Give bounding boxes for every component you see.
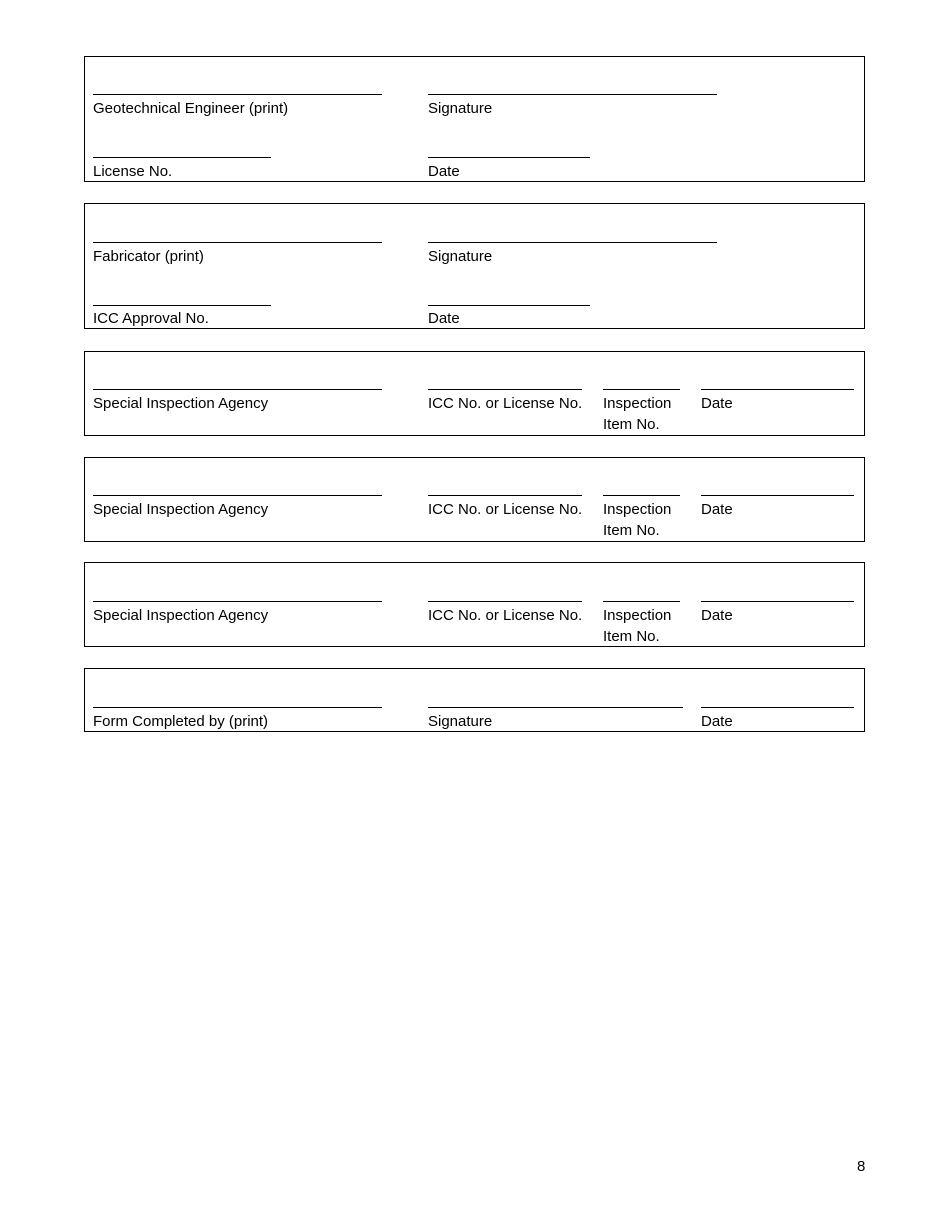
fabricator-name-label: Fabricator (print) bbox=[93, 248, 204, 265]
geotech-date-line[interactable] bbox=[428, 157, 590, 158]
geotech-name-line[interactable] bbox=[93, 94, 382, 95]
fabricator-date-label: Date bbox=[428, 310, 460, 327]
agency-3-name-label: Special Inspection Agency bbox=[93, 607, 269, 624]
completed-by-date-line[interactable] bbox=[701, 707, 854, 708]
fabricator-name-line[interactable] bbox=[93, 242, 382, 243]
geotech-signature-block bbox=[84, 56, 865, 182]
agency-1-icc-line[interactable] bbox=[428, 389, 582, 390]
agency-2-date-label: Date bbox=[701, 501, 733, 518]
fabricator-signature-label: Signature bbox=[428, 248, 493, 265]
page-number: 8 bbox=[857, 1158, 866, 1175]
agency-3-name-line[interactable] bbox=[93, 601, 382, 602]
completed-by-name-label: Form Completed by (print) bbox=[93, 713, 269, 730]
agency-2-item-label: Inspection Item No. bbox=[603, 501, 672, 539]
geotech-signature-label: Signature bbox=[428, 100, 493, 117]
completed-by-name-line[interactable] bbox=[93, 707, 382, 708]
completed-by-date-label: Date bbox=[701, 713, 733, 730]
agency-1-date-line[interactable] bbox=[701, 389, 854, 390]
completed-by-signature-label: Signature bbox=[428, 713, 493, 730]
geotech-license-line[interactable] bbox=[93, 157, 271, 158]
agency-1-name-line[interactable] bbox=[93, 389, 382, 390]
agency-1-name-label: Special Inspection Agency bbox=[93, 395, 269, 412]
agency-3-date-label: Date bbox=[701, 607, 733, 624]
agency-2-item-line[interactable] bbox=[603, 495, 680, 496]
geotech-name-label: Geotechnical Engineer (print) bbox=[93, 100, 289, 117]
agency-2-name-label: Special Inspection Agency bbox=[93, 501, 269, 518]
agency-2-name-line[interactable] bbox=[93, 495, 382, 496]
agency-1-item-line[interactable] bbox=[603, 389, 680, 390]
geotech-license-label: License No. bbox=[93, 163, 173, 180]
agency-3-icc-line[interactable] bbox=[428, 601, 582, 602]
fabricator-date-line[interactable] bbox=[428, 305, 590, 306]
agency-2-icc-label: ICC No. or License No. bbox=[428, 501, 583, 518]
fabricator-approval-label: ICC Approval No. bbox=[93, 310, 209, 327]
geotech-date-label: Date bbox=[428, 163, 460, 180]
agency-1-item-label: Inspection Item No. bbox=[603, 395, 672, 433]
agency-3-item-line[interactable] bbox=[603, 601, 680, 602]
completed-by-signature-line[interactable] bbox=[428, 707, 683, 708]
geotech-signature-line[interactable] bbox=[428, 94, 717, 95]
agency-2-icc-line[interactable] bbox=[428, 495, 582, 496]
agency-2-date-line[interactable] bbox=[701, 495, 854, 496]
agency-3-date-line[interactable] bbox=[701, 601, 854, 602]
agency-3-item-label: Inspection Item No. bbox=[603, 607, 672, 645]
fabricator-signature-line[interactable] bbox=[428, 242, 717, 243]
agency-1-icc-label: ICC No. or License No. bbox=[428, 395, 583, 412]
agency-3-icc-label: ICC No. or License No. bbox=[428, 607, 583, 624]
fabricator-approval-line[interactable] bbox=[93, 305, 271, 306]
agency-1-date-label: Date bbox=[701, 395, 733, 412]
